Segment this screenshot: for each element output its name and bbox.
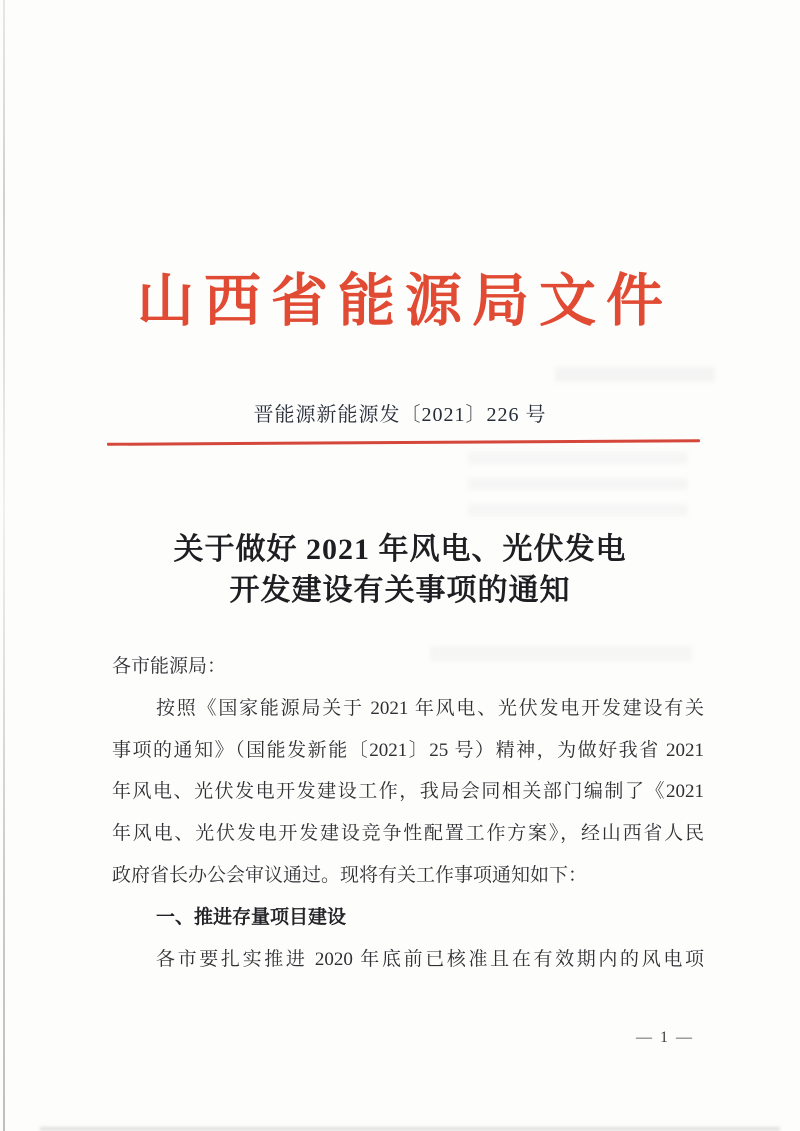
document-title-line1: 关于做好 2021 年风电、光伏发电 <box>173 533 627 566</box>
paragraph-line: 各市要扎实推进 2020 年底前已核准且在有效期内的风电项 <box>156 948 704 970</box>
scan-bottom-smudge <box>40 1127 780 1131</box>
paragraph-line: 年风电、光伏发电开发建设竞争性配置工作方案》，经山西省人民 <box>112 823 704 845</box>
document-title <box>0 529 800 611</box>
paragraph-line: 年风电、光伏发电开发建设工作，我局会同相关部门编制了《2021 <box>112 781 704 803</box>
bleed-through-artifact <box>468 452 688 530</box>
document-title-line2: 开发建设有关事项的通知 <box>229 574 571 607</box>
salutation-line: 各市能源局： <box>112 656 227 677</box>
paragraph-line: 政府省长办公会审议通过。现将有关工作事项通知如下： <box>112 864 588 886</box>
org-letterhead-text: 山西省能源局文件 <box>137 270 673 333</box>
red-separator-rule <box>107 439 700 446</box>
document-body <box>112 646 704 980</box>
bleed-through-artifact <box>555 367 715 382</box>
page-number: — 1 — <box>636 1029 694 1046</box>
document-number: 晋能源新能源发〔2021〕226 号 <box>253 404 547 426</box>
paragraph-line: 按照《国家能源局关于 2021 年风电、光伏发电开发建设有关 <box>156 697 704 719</box>
org-letterhead <box>0 269 800 335</box>
paragraph-line: 事项的通知》（国能发新能〔2021〕25 号）精神，为做好我省 2021 <box>112 739 704 761</box>
section-heading: 一、推进存量项目建设 <box>156 906 347 928</box>
